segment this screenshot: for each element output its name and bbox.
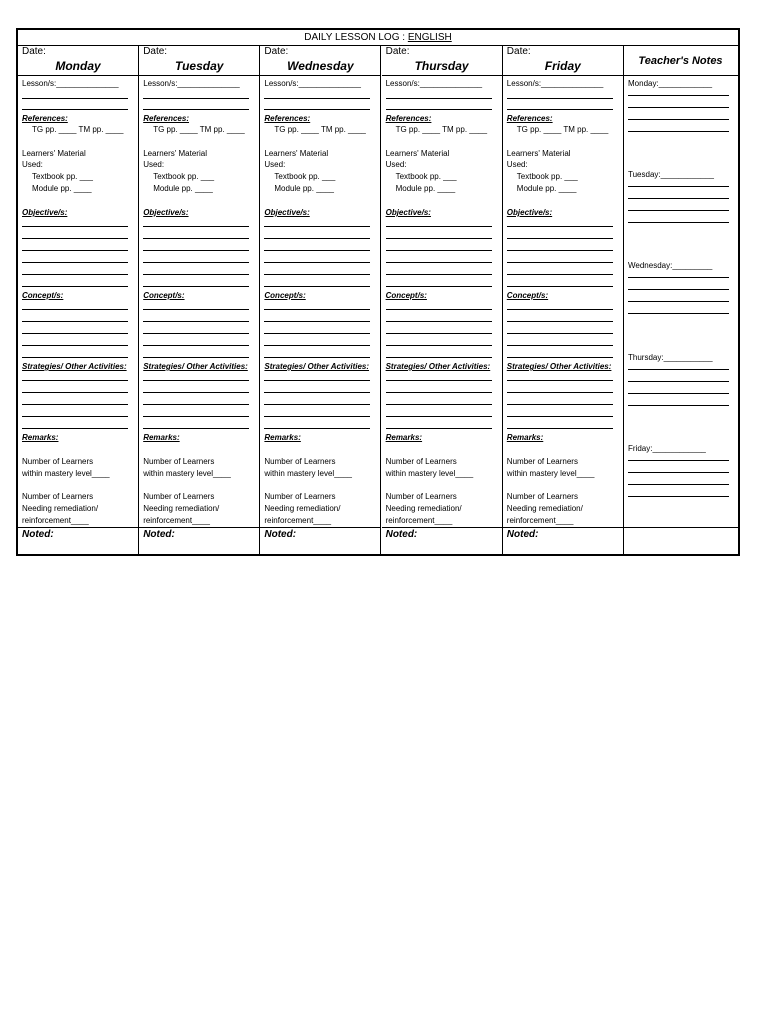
used-label: Used: (22, 160, 43, 169)
note-blank-line (628, 472, 729, 473)
blank-line (507, 274, 613, 275)
blank-line (264, 416, 370, 417)
blank-line (264, 321, 370, 322)
blank-line (386, 321, 492, 322)
note-blank-line (628, 95, 729, 96)
strategies-label: Strategies/ Other Activities: (385, 362, 491, 371)
blank-line (22, 309, 128, 310)
noted-divider (382, 527, 502, 528)
module-pages: Module pp. ____ (274, 184, 334, 193)
mastery-line-2: within mastery level____ (22, 469, 110, 478)
used-label: Used: (506, 160, 528, 169)
blank-line (507, 428, 613, 429)
learners-material-label: Learners' Material (22, 149, 86, 158)
blank-line (143, 428, 249, 429)
blank-line (264, 226, 370, 227)
remediation-line-2: Needing remediation/ (143, 504, 220, 513)
blank-line (507, 309, 613, 310)
objectives-label: Objective/s: (264, 208, 310, 217)
title-text: DAILY LESSON LOG : (304, 32, 408, 43)
strategies-label: Strategies/ Other Activities: (506, 362, 612, 371)
day-column-tuesday (139, 45, 260, 554)
blank-line (386, 380, 492, 381)
used-label: Used: (264, 160, 286, 169)
blank-line (264, 309, 370, 310)
blank-line (264, 109, 370, 110)
note-day-label: Monday:____________ (628, 79, 713, 88)
day-name: Friday (544, 59, 581, 73)
blank-line (264, 274, 370, 275)
blank-line (143, 380, 249, 381)
blank-line (264, 345, 370, 346)
blank-line (507, 226, 613, 227)
references-label: References: (22, 114, 68, 123)
blank-line (507, 404, 613, 405)
blank-line (507, 286, 613, 287)
note-blank-line (628, 186, 729, 187)
blank-line (264, 333, 370, 334)
remediation-line-3: reinforcement____ (385, 516, 453, 525)
remarks-label: Remarks: (22, 433, 59, 442)
remediation-line-2: Needing remediation/ (264, 504, 341, 513)
note-blank-line (628, 484, 729, 485)
tg-tm-pages: TG pp. ____ TM pp. ____ (516, 125, 609, 134)
blank-line (386, 309, 492, 310)
blank-line (143, 309, 249, 310)
module-pages: Module pp. ____ (153, 184, 213, 193)
remediation-line-2: Needing remediation/ (506, 504, 583, 513)
blank-line (386, 333, 492, 334)
day-name: Thursday (414, 59, 469, 73)
remarks-label: Remarks: (385, 433, 423, 442)
lessons-label: Lesson/s:______________ (264, 79, 361, 88)
blank-line (143, 98, 249, 99)
blank-line (507, 238, 613, 239)
blank-line (143, 392, 249, 393)
blank-line (507, 321, 613, 322)
page-title (18, 30, 738, 46)
noted-label: Noted: (22, 529, 54, 540)
date-label: Date: (385, 46, 410, 57)
day-header-divider (139, 75, 259, 76)
remediation-line-1: Number of Learners (264, 492, 336, 501)
remediation-line-1: Number of Learners (506, 492, 578, 501)
blank-line (507, 345, 613, 346)
teachers-notes-title: Teacher's Notes (638, 55, 723, 67)
remarks-label: Remarks: (264, 433, 301, 442)
module-pages: Module pp. ____ (32, 184, 92, 193)
learners-material-label: Learners' Material (506, 149, 571, 158)
blank-line (264, 357, 370, 358)
blank-line (143, 226, 249, 227)
blank-line (22, 333, 128, 334)
blank-line (386, 238, 492, 239)
blank-line (386, 428, 492, 429)
blank-line (507, 262, 613, 263)
blank-line (386, 404, 492, 405)
learners-material-label: Learners' Material (264, 149, 329, 158)
date-label: Date: (143, 46, 168, 57)
used-label: Used: (143, 160, 165, 169)
blank-line (22, 321, 128, 322)
mastery-line-2: within mastery level____ (264, 469, 352, 478)
note-blank-line (628, 198, 729, 199)
objectives-label: Objective/s: (22, 208, 68, 217)
day-column-thursday (382, 45, 503, 554)
blank-line (264, 392, 370, 393)
blank-line (143, 345, 249, 346)
blank-line (264, 238, 370, 239)
mastery-line-1: Number of Learners (385, 457, 457, 466)
noted-label: Noted: (506, 529, 539, 540)
remediation-line-1: Number of Learners (385, 492, 457, 501)
note-day-label: Wednesday:_________ (628, 261, 713, 270)
date-label: Date: (264, 46, 289, 57)
concepts-label: Concept/s: (143, 291, 185, 300)
blank-line (386, 250, 492, 251)
note-blank-line (628, 289, 729, 290)
noted-divider (18, 527, 138, 528)
day-name: Monday (55, 59, 101, 73)
remarks-label: Remarks: (506, 433, 544, 442)
note-blank-line (628, 222, 729, 223)
objectives-label: Objective/s: (143, 208, 189, 217)
note-day-label: Thursday:___________ (628, 353, 713, 362)
learners-material-label: Learners' Material (143, 149, 207, 158)
concepts-label: Concept/s: (22, 291, 64, 300)
strategies-label: Strategies/ Other Activities: (22, 362, 127, 371)
blank-line (22, 109, 128, 110)
blank-line (264, 250, 370, 251)
note-blank-line (628, 381, 729, 382)
tg-tm-pages: TG pp. ____ TM pp. ____ (153, 125, 245, 134)
mastery-line-1: Number of Learners (264, 457, 336, 466)
day-name: Tuesday (174, 59, 224, 73)
remediation-line-3: reinforcement____ (143, 516, 210, 525)
blank-line (507, 380, 613, 381)
day-column-friday (503, 45, 624, 554)
references-label: References: (264, 114, 311, 123)
blank-line (22, 428, 128, 429)
used-label: Used: (385, 160, 407, 169)
day-header-divider (382, 75, 502, 76)
blank-line (264, 380, 370, 381)
blank-line (22, 345, 128, 346)
module-pages: Module pp. ____ (395, 184, 456, 193)
mastery-line-2: within mastery level____ (506, 469, 595, 478)
lessons-label: Lesson/s:______________ (385, 79, 483, 88)
blank-line (507, 333, 613, 334)
day-column-monday (18, 45, 139, 554)
noted-label: Noted: (264, 529, 297, 540)
date-label: Date: (506, 46, 531, 57)
remediation-line-3: reinforcement____ (264, 516, 332, 525)
blank-line (507, 98, 613, 99)
blank-line (386, 345, 492, 346)
references-label: References: (143, 114, 189, 123)
blank-line (264, 98, 370, 99)
lessons-label: Lesson/s:______________ (506, 79, 604, 88)
concepts-label: Concept/s: (385, 291, 427, 300)
learners-material-label: Learners' Material (385, 149, 450, 158)
textbook-pages: Textbook pp. ___ (516, 172, 578, 181)
strategies-label: Strategies/ Other Activities: (264, 362, 370, 371)
blank-line (386, 392, 492, 393)
references-label: References: (385, 114, 432, 123)
note-blank-line (628, 277, 729, 278)
blank-line (143, 238, 249, 239)
blank-line (386, 274, 492, 275)
note-blank-line (628, 369, 729, 370)
teachers-notes-column (623, 45, 738, 554)
blank-line (143, 321, 249, 322)
textbook-pages: Textbook pp. ___ (32, 172, 93, 181)
blank-line (386, 226, 492, 227)
note-blank-line (628, 301, 729, 302)
blank-line (386, 357, 492, 358)
blank-line (386, 109, 492, 110)
remediation-line-1: Number of Learners (22, 492, 94, 501)
objectives-label: Objective/s: (385, 208, 431, 217)
notes-divider (623, 75, 738, 76)
strategies-label: Strategies/ Other Activities: (143, 362, 248, 371)
blank-line (22, 286, 128, 287)
note-blank-line (628, 460, 729, 461)
remediation-line-1: Number of Learners (143, 492, 215, 501)
remediation-line-3: reinforcement____ (22, 516, 89, 525)
blank-line (143, 404, 249, 405)
noted-label: Noted: (385, 529, 418, 540)
references-label: References: (506, 114, 553, 123)
blank-line (143, 109, 249, 110)
blank-line (22, 238, 128, 239)
blank-line (386, 416, 492, 417)
blank-line (507, 109, 613, 110)
blank-line (22, 262, 128, 263)
blank-line (22, 392, 128, 393)
mastery-line-1: Number of Learners (22, 457, 94, 466)
textbook-pages: Textbook pp. ___ (153, 172, 215, 181)
note-day-label: Tuesday:____________ (628, 170, 714, 179)
blank-line (143, 250, 249, 251)
textbook-pages: Textbook pp. ___ (274, 172, 336, 181)
blank-line (264, 262, 370, 263)
blank-line (507, 357, 613, 358)
concepts-label: Concept/s: (264, 291, 306, 300)
blank-line (386, 286, 492, 287)
lessons-label: Lesson/s:______________ (22, 79, 119, 88)
remediation-line-3: reinforcement____ (506, 516, 574, 525)
blank-line (143, 286, 249, 287)
noted-label: Noted: (143, 529, 175, 540)
note-blank-line (628, 210, 729, 211)
remarks-label: Remarks: (143, 433, 180, 442)
notes-noted-divider (623, 527, 738, 528)
textbook-pages: Textbook pp. ___ (395, 172, 457, 181)
lessons-label: Lesson/s:______________ (143, 79, 240, 88)
blank-line (22, 404, 128, 405)
tg-tm-pages: TG pp. ____ TM pp. ____ (395, 125, 488, 134)
remediation-line-2: Needing remediation/ (385, 504, 462, 513)
subject-text: ENGLISH (407, 32, 452, 43)
blank-line (22, 250, 128, 251)
blank-line (264, 428, 370, 429)
mastery-line-2: within mastery level____ (143, 469, 231, 478)
noted-divider (139, 527, 259, 528)
remediation-line-2: Needing remediation/ (22, 504, 99, 513)
blank-line (143, 274, 249, 275)
blank-line (143, 357, 249, 358)
note-day-label: Friday:____________ (628, 444, 706, 453)
blank-line (22, 98, 128, 99)
note-blank-line (628, 405, 729, 406)
day-column-wednesday (260, 45, 381, 554)
note-blank-line (628, 107, 729, 108)
tg-tm-pages: TG pp. ____ TM pp. ____ (32, 125, 124, 134)
note-blank-line (628, 393, 729, 394)
blank-line (22, 357, 128, 358)
blank-line (386, 262, 492, 263)
note-blank-line (628, 131, 729, 132)
blank-line (22, 274, 128, 275)
noted-divider (503, 527, 623, 528)
blank-line (264, 286, 370, 287)
blank-line (143, 262, 249, 263)
module-pages: Module pp. ____ (516, 184, 577, 193)
date-label: Date: (22, 46, 46, 57)
blank-line (507, 250, 613, 251)
objectives-label: Objective/s: (506, 208, 553, 217)
blank-line (143, 416, 249, 417)
blank-line (386, 98, 492, 99)
day-header-divider (503, 75, 623, 76)
mastery-line-2: within mastery level____ (385, 469, 474, 478)
day-name: Wednesday (287, 59, 354, 73)
noted-divider (260, 527, 380, 528)
note-blank-line (628, 313, 729, 314)
mastery-line-1: Number of Learners (506, 457, 578, 466)
blank-line (507, 416, 613, 417)
note-blank-line (628, 119, 729, 120)
concepts-label: Concept/s: (506, 291, 549, 300)
blank-line (507, 392, 613, 393)
blank-line (143, 333, 249, 334)
tg-tm-pages: TG pp. ____ TM pp. ____ (274, 125, 366, 134)
note-blank-line (628, 496, 729, 497)
blank-line (22, 380, 128, 381)
mastery-line-1: Number of Learners (143, 457, 215, 466)
blank-line (264, 404, 370, 405)
blank-line (22, 416, 128, 417)
lesson-log-sheet (16, 28, 740, 556)
day-header-divider (260, 75, 380, 76)
day-header-divider (18, 75, 138, 76)
blank-line (22, 226, 128, 227)
